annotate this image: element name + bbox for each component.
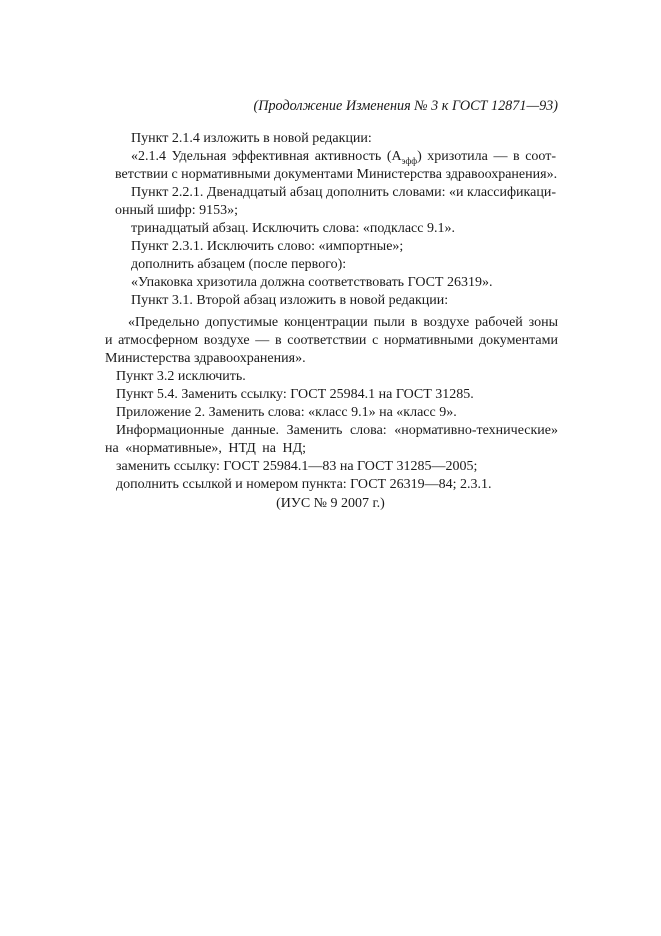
paragraph-line: Информационные данные. Заменить слова: «нормативно-технические» [116, 423, 558, 438]
paragraph-line: Министерства здравоохранения». [105, 351, 306, 366]
paragraph-line: Пункт 3.1. Второй абзац изложить в новой редакции: [131, 293, 449, 308]
text-fragment: ) хризотила — в соот- [417, 149, 556, 164]
continuation-header: (Продолжение Изменения № 3 к ГОСТ 12871—93) [253, 98, 558, 114]
text-fragment: «2.1.4 Удельная эффективная активность (А [131, 149, 402, 164]
paragraph-line: Пункт 2.1.4 изложить в новой редакции: [131, 131, 372, 146]
paragraph-line: тринадцатый абзац. Исключить слова: «подкласс 9.1». [131, 221, 455, 236]
paragraph-line: онный шифр: 9153»; [115, 203, 239, 218]
paragraph-line: Пункт 2.2.1. Двенадцатый абзац дополнить словами: «и классификаци- [131, 185, 556, 200]
paragraph-line: «Предельно допустимые концентрации пыли в воздухе рабочей зоны [128, 315, 558, 330]
paragraph-line: заменить ссылку: ГОСТ 25984.1—83 на ГОСТ 31285—2005; [116, 459, 478, 474]
subscript: эфф [401, 156, 418, 166]
paragraph-line: Пункт 2.3.1. Исключить слово: «импортные»; [131, 239, 404, 254]
paragraph-line: Пункт 3.2 исключить. [116, 369, 246, 384]
paragraph-line: дополнить ссылкой и номером пункта: ГОСТ 26319—84; 2.3.1. [116, 477, 492, 492]
ius-footer: (ИУС № 9 2007 г.) [276, 496, 385, 511]
paragraph-line: Пункт 5.4. Заменить ссылку: ГОСТ 25984.1 на ГОСТ 31285. [116, 387, 474, 402]
paragraph-line: «Упаковка хризотила должна соответствовать ГОСТ 26319». [131, 275, 493, 290]
paragraph-line: Приложение 2. Заменить слова: «класс 9.1» на «класс 9». [116, 405, 457, 420]
paragraph-line: дополнить абзацем (после первого): [131, 257, 347, 272]
paragraph-line: на «нормативные», НТД на НД; [105, 441, 307, 456]
paragraph-line: и атмосферном воздухе — в соответствии с нормативными документами [105, 333, 558, 348]
paragraph-line: ветствии с нормативными документами Министерства здравоохранения». [115, 167, 558, 182]
